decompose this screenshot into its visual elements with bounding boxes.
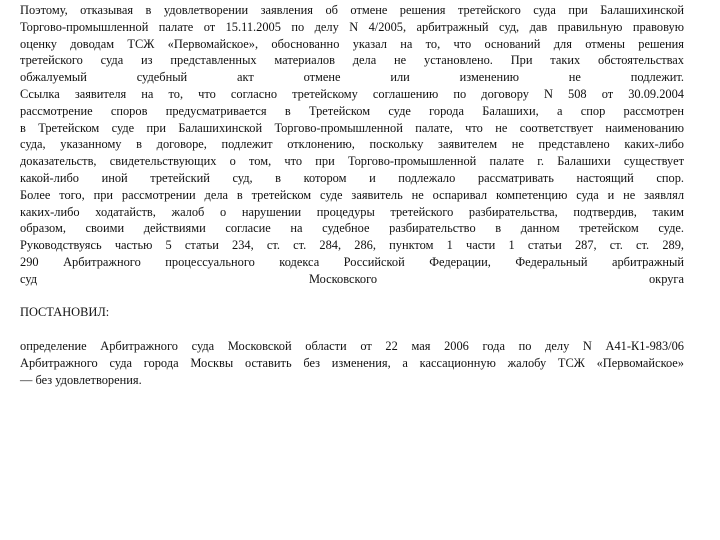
text-line: какой-либо иной третейский суд, в котором и подлежало рассматривать настоящий спор. bbox=[20, 170, 684, 185]
text-line: Арбитражного суда города Москвы оставить без изменения, а кассационную жалобу ТСЖ «Первомайское» bbox=[20, 355, 684, 370]
text-line: суда, указанному в договоре, подлежит отклонению, поскольку заявителем не представлено каких-либо bbox=[20, 137, 684, 152]
text-line: третейского суда из представленных материалов дела не установлено. При таких обстоятельствах bbox=[20, 53, 684, 68]
text-line: Торгово-промышленной палате от 15.11.2005 по делу N 4/2005, арбитражный суд, дав правильную правовую bbox=[20, 19, 684, 34]
spacer bbox=[20, 321, 684, 338]
decision-heading: ПОСТАНОВИЛ: bbox=[20, 305, 110, 320]
text-line: Более того, при рассмотрении дела в третейском суде заявитель не оспаривал компетенцию суда и не заявлял bbox=[20, 187, 684, 202]
document-page bbox=[20, 2, 684, 388]
text-line: 290 Арбитражного процессуального кодекса Российской Федерации, Федеральный арбитражный bbox=[20, 254, 684, 269]
text-line: каких-либо ходатайств, жалоб о нарушении процедуры третейского разбирательства, подтвердив, таким bbox=[20, 204, 684, 219]
text-line: обжалуемый судебный акт отмене или изменению не подлежит. bbox=[20, 70, 684, 85]
text-line: образом, своими действиями согласие на судебное разбирательство в данном третейском суде. bbox=[20, 221, 684, 236]
text-line: рассмотрение споров предусматривается в Третейском суде города Балашихи, а спор рассмотрен bbox=[20, 103, 684, 118]
text-line: суд Московского округа bbox=[20, 271, 684, 286]
text-line: Поэтому, отказывая в удовлетворении заявления об отмене решения третейского суда при Балашихинской bbox=[20, 3, 684, 17]
text-line: — без удовлетворения. bbox=[20, 372, 142, 387]
text-line: доказательств, свидетельствующих о том, что при Торгово-промышленной палате г. Балашихи существует bbox=[20, 154, 684, 169]
text-line: Ссылка заявителя на то, что согласно третейскому соглашению по договору N 508 от 30.09.2004 bbox=[20, 86, 684, 101]
text-line: в Третейском суде при Балашихинской Торгово-промышленной палате, что не соответствует наименованию bbox=[20, 120, 684, 135]
text-line: Руководствуясь частью 5 статьи 234, ст. ст. 284, 286, пунктом 1 части 1 статьи 287, ст. ст. 289, bbox=[20, 238, 684, 253]
paragraph-ruling bbox=[20, 338, 684, 388]
paragraph-reasoning bbox=[20, 2, 684, 288]
text-line: определение Арбитражного суда Московской области от 22 мая 2006 года по делу N А41-К1-983/06 bbox=[20, 338, 684, 353]
text-line: оценку доводам ТСЖ «Первомайское», обоснованно указал на то, что оснований для отмены решения bbox=[20, 36, 684, 51]
